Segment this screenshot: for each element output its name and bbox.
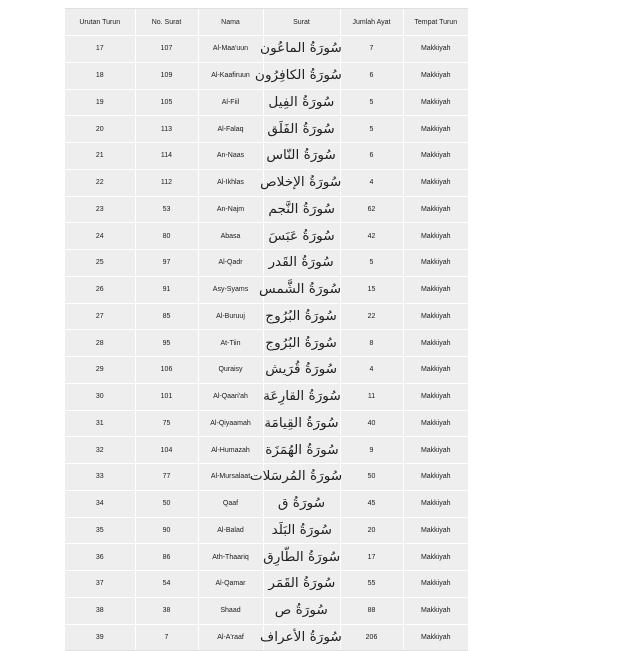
cell-jumlah-ayat: 15 bbox=[340, 276, 403, 303]
cell-surat-arabic bbox=[259, 36, 342, 63]
cell-surat-arabic bbox=[249, 464, 342, 491]
header-no-surat: No. Surat bbox=[135, 9, 198, 36]
cell-no-surat: 77 bbox=[135, 464, 198, 491]
cell-jumlah-ayat: 50 bbox=[340, 464, 403, 491]
cell-jumlah-ayat: 5 bbox=[340, 250, 403, 277]
cell-urutan-turun: 17 bbox=[65, 36, 135, 63]
cell-jumlah-ayat: 6 bbox=[340, 143, 403, 170]
cell-jumlah-ayat: 62 bbox=[340, 196, 403, 223]
surat-arabic-calligraphy: سُورَةُ القَدر bbox=[268, 255, 335, 271]
surat-arabic-calligraphy: سُورَةُ الطّارِق bbox=[262, 549, 341, 565]
cell-tempat-turun: Makkiyah bbox=[403, 544, 468, 571]
table-row bbox=[65, 36, 468, 63]
header-jumlah-ayat: Jumlah Ayat bbox=[340, 9, 403, 36]
surat-arabic-calligraphy: سُورَةُ الأعراف bbox=[259, 629, 342, 645]
cell-no-surat: 109 bbox=[135, 62, 198, 89]
cell-nama: Qaaf bbox=[198, 490, 263, 517]
cell-nama: Al-Qadr bbox=[198, 250, 263, 277]
cell-nama: Al-Maa'uun bbox=[198, 36, 263, 63]
header-urutan-turun: Urutan Turun bbox=[65, 9, 135, 36]
table-row bbox=[65, 571, 468, 598]
cell-jumlah-ayat: 45 bbox=[340, 490, 403, 517]
cell-nama: Al-A'raaf bbox=[198, 624, 263, 650]
cell-nama: An-Naas bbox=[198, 143, 263, 170]
cell-no-surat: 113 bbox=[135, 116, 198, 143]
cell-no-surat: 38 bbox=[135, 597, 198, 624]
surat-arabic-calligraphy: سُورَةُ المُرسَلات bbox=[249, 469, 342, 485]
table-header-row bbox=[65, 9, 468, 36]
cell-nama: Al-Balad bbox=[198, 517, 263, 544]
table-row bbox=[65, 116, 468, 143]
cell-surat-arabic bbox=[263, 410, 340, 437]
surat-arabic-calligraphy: سُورَةُ عَبَسَ bbox=[268, 228, 335, 244]
cell-urutan-turun: 26 bbox=[65, 276, 135, 303]
cell-surat-arabic bbox=[263, 330, 340, 357]
cell-urutan-turun: 28 bbox=[65, 330, 135, 357]
cell-surat-arabic bbox=[263, 250, 340, 277]
cell-tempat-turun: Makkiyah bbox=[403, 223, 468, 250]
cell-tempat-turun: Makkiyah bbox=[403, 597, 468, 624]
cell-surat-arabic bbox=[263, 143, 340, 170]
cell-urutan-turun: 34 bbox=[65, 490, 135, 517]
cell-jumlah-ayat: 6 bbox=[340, 62, 403, 89]
cell-tempat-turun: Makkiyah bbox=[403, 330, 468, 357]
cell-jumlah-ayat: 4 bbox=[340, 357, 403, 384]
surat-arabic-calligraphy: سُورَةُ الماعُون bbox=[259, 41, 342, 57]
cell-urutan-turun: 20 bbox=[65, 116, 135, 143]
surat-arabic-calligraphy: سُورَةُ الهُمَزَة bbox=[264, 442, 339, 458]
surat-arabic-calligraphy: سُورَةُ الإخلاص bbox=[260, 175, 342, 191]
cell-urutan-turun: 23 bbox=[65, 196, 135, 223]
table-row bbox=[65, 62, 468, 89]
cell-no-surat: 86 bbox=[135, 544, 198, 571]
cell-tempat-turun: Makkiyah bbox=[403, 464, 468, 491]
cell-jumlah-ayat: 9 bbox=[340, 437, 403, 464]
surat-arabic-calligraphy: سُورَةُ الشَّمس bbox=[259, 282, 342, 298]
table-row bbox=[65, 276, 468, 303]
cell-no-surat: 104 bbox=[135, 437, 198, 464]
cell-tempat-turun: Makkiyah bbox=[403, 116, 468, 143]
cell-surat-arabic bbox=[259, 624, 342, 650]
cell-surat-arabic bbox=[263, 116, 340, 143]
cell-no-surat: 114 bbox=[135, 143, 198, 170]
cell-surat-arabic bbox=[263, 303, 340, 330]
cell-tempat-turun: Makkiyah bbox=[403, 357, 468, 384]
cell-surat-arabic bbox=[263, 357, 340, 384]
cell-jumlah-ayat: 88 bbox=[340, 597, 403, 624]
table-row bbox=[65, 303, 468, 330]
cell-jumlah-ayat: 5 bbox=[340, 116, 403, 143]
table-row bbox=[65, 250, 468, 277]
cell-no-surat: 90 bbox=[135, 517, 198, 544]
cell-no-surat: 95 bbox=[135, 330, 198, 357]
cell-no-surat: 50 bbox=[135, 490, 198, 517]
cell-tempat-turun: Makkiyah bbox=[403, 490, 468, 517]
cell-tempat-turun: Makkiyah bbox=[403, 276, 468, 303]
cell-tempat-turun: Makkiyah bbox=[403, 437, 468, 464]
surat-arabic-calligraphy: سُورَةُ ص bbox=[274, 603, 329, 619]
cell-nama: Ath-Thaariq bbox=[198, 544, 263, 571]
cell-nama: Al-Qiyaamah bbox=[198, 410, 263, 437]
cell-surat-arabic bbox=[263, 437, 340, 464]
header-surat: Surat bbox=[263, 9, 340, 36]
table-row bbox=[65, 437, 468, 464]
cell-tempat-turun: Makkiyah bbox=[403, 36, 468, 63]
cell-jumlah-ayat: 17 bbox=[340, 544, 403, 571]
table-row bbox=[65, 143, 468, 170]
surat-arabic-calligraphy: سُورَةُ النَّجم bbox=[268, 201, 335, 217]
cell-nama: Abasa bbox=[198, 223, 263, 250]
cell-surat-arabic bbox=[263, 490, 340, 517]
cell-nama: Shaad bbox=[198, 597, 263, 624]
cell-urutan-turun: 27 bbox=[65, 303, 135, 330]
cell-tempat-turun: Makkiyah bbox=[403, 410, 468, 437]
table-row bbox=[65, 490, 468, 517]
cell-surat-arabic bbox=[263, 89, 340, 116]
table-row bbox=[65, 330, 468, 357]
surat-arabic-calligraphy: سُورَةُ الفَلَق bbox=[267, 121, 336, 137]
cell-nama: An-Najm bbox=[198, 196, 263, 223]
table-row bbox=[65, 169, 468, 196]
cell-no-surat: 7 bbox=[135, 624, 198, 650]
cell-nama: Al-Qaari'ah bbox=[198, 383, 263, 410]
cell-surat-arabic bbox=[263, 571, 340, 598]
cell-jumlah-ayat: 5 bbox=[340, 89, 403, 116]
cell-urutan-turun: 22 bbox=[65, 169, 135, 196]
cell-no-surat: 53 bbox=[135, 196, 198, 223]
cell-urutan-turun: 31 bbox=[65, 410, 135, 437]
cell-nama: Al-Kaafiruun bbox=[198, 62, 263, 89]
cell-tempat-turun: Makkiyah bbox=[403, 303, 468, 330]
surat-arabic-calligraphy: سُورَةُ البُرُوج bbox=[265, 308, 338, 324]
cell-urutan-turun: 24 bbox=[65, 223, 135, 250]
cell-nama: Quraisy bbox=[198, 357, 263, 384]
cell-nama: Al-Falaq bbox=[198, 116, 263, 143]
table-row bbox=[65, 383, 468, 410]
cell-urutan-turun: 38 bbox=[65, 597, 135, 624]
cell-urutan-turun: 25 bbox=[65, 250, 135, 277]
cell-nama: Al-Humazah bbox=[198, 437, 263, 464]
cell-urutan-turun: 29 bbox=[65, 357, 135, 384]
table-row bbox=[65, 544, 468, 571]
cell-nama: Asy-Syams bbox=[198, 276, 263, 303]
table-row bbox=[65, 410, 468, 437]
cell-surat-arabic bbox=[263, 597, 340, 624]
cell-jumlah-ayat: 42 bbox=[340, 223, 403, 250]
cell-no-surat: 54 bbox=[135, 571, 198, 598]
cell-no-surat: 91 bbox=[135, 276, 198, 303]
cell-tempat-turun: Makkiyah bbox=[403, 196, 468, 223]
cell-surat-arabic bbox=[263, 544, 340, 571]
cell-urutan-turun: 30 bbox=[65, 383, 135, 410]
surat-arabic-calligraphy: سُورَةُ قُرَيش bbox=[265, 362, 338, 378]
surat-arabic-calligraphy: سُورَةُ البُرُوج bbox=[265, 335, 338, 351]
cell-no-surat: 97 bbox=[135, 250, 198, 277]
cell-nama: Al-Buruuj bbox=[198, 303, 263, 330]
surat-arabic-calligraphy: سُورَةُ البَلَد bbox=[271, 522, 332, 538]
cell-urutan-turun: 37 bbox=[65, 571, 135, 598]
cell-tempat-turun: Makkiyah bbox=[403, 383, 468, 410]
cell-no-surat: 80 bbox=[135, 223, 198, 250]
cell-nama: Al-Qamar bbox=[198, 571, 263, 598]
cell-jumlah-ayat: 206 bbox=[340, 624, 403, 650]
cell-tempat-turun: Makkiyah bbox=[403, 169, 468, 196]
cell-urutan-turun: 19 bbox=[65, 89, 135, 116]
table-row bbox=[65, 89, 468, 116]
cell-surat-arabic bbox=[260, 169, 342, 196]
table-row bbox=[65, 624, 468, 650]
surat-arabic-calligraphy: سُورَةُ القارِعَة bbox=[262, 389, 341, 405]
cell-no-surat: 106 bbox=[135, 357, 198, 384]
surat-arabic-calligraphy: سُورَةُ القِيامَة bbox=[264, 415, 339, 431]
table-row bbox=[65, 597, 468, 624]
cell-urutan-turun: 32 bbox=[65, 437, 135, 464]
cell-no-surat: 75 bbox=[135, 410, 198, 437]
table-row bbox=[65, 517, 468, 544]
cell-jumlah-ayat: 40 bbox=[340, 410, 403, 437]
cell-tempat-turun: Makkiyah bbox=[403, 89, 468, 116]
cell-nama: At-Tiin bbox=[198, 330, 263, 357]
cell-tempat-turun: Makkiyah bbox=[403, 517, 468, 544]
surat-arabic-calligraphy: سُورَةُ الكافِرُون bbox=[254, 68, 342, 84]
cell-jumlah-ayat: 22 bbox=[340, 303, 403, 330]
cell-jumlah-ayat: 4 bbox=[340, 169, 403, 196]
table-row bbox=[65, 464, 468, 491]
surat-arabic-calligraphy: سُورَةُ ق bbox=[277, 496, 326, 512]
cell-surat-arabic bbox=[259, 276, 342, 303]
table-row bbox=[65, 196, 468, 223]
cell-no-surat: 101 bbox=[135, 383, 198, 410]
cell-surat-arabic bbox=[263, 517, 340, 544]
surat-arabic-calligraphy: سُورَةُ النّاس bbox=[266, 148, 337, 164]
cell-urutan-turun: 33 bbox=[65, 464, 135, 491]
surat-arabic-calligraphy: سُورَةُ القَمَر bbox=[268, 576, 335, 592]
cell-jumlah-ayat: 20 bbox=[340, 517, 403, 544]
header-tempat-turun: Tempat Turun bbox=[403, 9, 468, 36]
cell-no-surat: 107 bbox=[135, 36, 198, 63]
cell-urutan-turun: 18 bbox=[65, 62, 135, 89]
cell-nama: Al-Fiil bbox=[198, 89, 263, 116]
header-nama: Nama bbox=[198, 9, 263, 36]
cell-nama: Al-Ikhlas bbox=[198, 169, 263, 196]
cell-jumlah-ayat: 7 bbox=[340, 36, 403, 63]
cell-surat-arabic bbox=[263, 383, 340, 410]
cell-jumlah-ayat: 11 bbox=[340, 383, 403, 410]
cell-no-surat: 105 bbox=[135, 89, 198, 116]
surah-table bbox=[65, 9, 468, 650]
cell-no-surat: 112 bbox=[135, 169, 198, 196]
cell-tempat-turun: Makkiyah bbox=[403, 62, 468, 89]
cell-surat-arabic bbox=[263, 223, 340, 250]
surat-arabic-calligraphy: سُورَةُ الفِيل bbox=[268, 94, 335, 110]
cell-no-surat: 85 bbox=[135, 303, 198, 330]
cell-tempat-turun: Makkiyah bbox=[403, 143, 468, 170]
cell-jumlah-ayat: 8 bbox=[340, 330, 403, 357]
cell-jumlah-ayat: 55 bbox=[340, 571, 403, 598]
cell-tempat-turun: Makkiyah bbox=[403, 571, 468, 598]
surah-table-panel bbox=[65, 8, 468, 651]
table-row bbox=[65, 357, 468, 384]
cell-nama: Al-Mursalaat bbox=[198, 464, 263, 491]
cell-urutan-turun: 35 bbox=[65, 517, 135, 544]
cell-surat-arabic bbox=[254, 62, 342, 89]
cell-tempat-turun: Makkiyah bbox=[403, 624, 468, 650]
cell-urutan-turun: 39 bbox=[65, 624, 135, 650]
cell-surat-arabic bbox=[263, 196, 340, 223]
cell-urutan-turun: 36 bbox=[65, 544, 135, 571]
cell-tempat-turun: Makkiyah bbox=[403, 250, 468, 277]
table-body bbox=[65, 36, 468, 651]
table-row bbox=[65, 223, 468, 250]
cell-urutan-turun: 21 bbox=[65, 143, 135, 170]
